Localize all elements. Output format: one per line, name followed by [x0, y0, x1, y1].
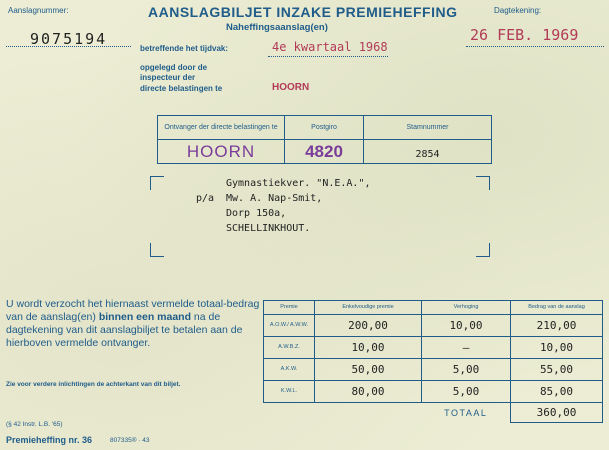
inspecteur-label-3: directe belastingen te: [140, 84, 223, 93]
aanslagnummer-label: Aanslagnummer:: [8, 6, 69, 15]
ontvanger-table: [157, 115, 492, 164]
verhoging-cell: –: [422, 337, 511, 359]
premie-cell: A.W.B.Z.: [264, 337, 315, 359]
address-corner-br-v: [489, 243, 490, 257]
document-title: AANSLAGBILJET INZAKE PREMIEHEFFING: [148, 4, 458, 20]
premie-cell: K.W.L.: [264, 381, 315, 403]
print-code: 807335® · 43: [110, 437, 150, 444]
enkel-cell: 80,00: [315, 381, 422, 403]
address-line-2: Mw. A. Nap-Smit,: [226, 193, 323, 204]
address-line-3: Dorp 150a,: [226, 208, 287, 219]
address-corner-tr-h: [476, 176, 490, 177]
instr-reference: (§ 42 Instr. L.B. '65): [6, 421, 63, 428]
table-row: [264, 381, 603, 403]
table-row: [264, 359, 603, 381]
address-corner-tl-h: [150, 176, 164, 177]
inspecteur-label-2: inspecteur der: [140, 73, 196, 82]
total-value: 360,00: [511, 403, 603, 423]
address-corner-bl-h: [150, 256, 164, 257]
bedrag-cell: 210,00: [511, 315, 603, 337]
payment-notice-text-2: na de dagtekening van dit aanslagbiljet te betalen aan de hierboven vermelde ontvanger.: [6, 311, 243, 349]
address-corner-tr-v: [489, 176, 490, 190]
stamnummer-value: 2854: [364, 140, 492, 164]
tijdvak-label: betreffende het tijdvak:: [140, 44, 229, 53]
inspecteur-value: HOORN: [272, 82, 310, 93]
dagtekening-value: 26 FEB. 1969: [470, 26, 579, 44]
address-corner-tl-v: [150, 176, 151, 190]
address-line-4: SCHELLINKHOUT.: [226, 223, 311, 234]
dagtekening-label: Dagtekening:: [494, 6, 542, 15]
verhoging-cell: 10,00: [422, 315, 511, 337]
aanslagnummer-dotted-line: [6, 46, 131, 47]
aanslagnummer-value: 9075194: [30, 30, 108, 48]
payment-notice-text-1: U wordt verzocht het hiernaast vermelde totaal-bedrag van de aanslag(en): [6, 298, 260, 323]
table-row: [264, 315, 603, 337]
enkel-cell: 10,00: [315, 337, 422, 359]
reverse-side-bleed: [330, 70, 600, 270]
inspecteur-label-1: opgelegd door de: [140, 63, 208, 72]
form-number: Premieheffing nr. 36: [6, 435, 93, 445]
total-label: TOTAAL: [444, 407, 488, 418]
payment-notice: [6, 298, 261, 350]
verhoging-cell: 5,00: [422, 381, 511, 403]
premie-table: [263, 300, 603, 423]
enkel-cell: 50,00: [315, 359, 422, 381]
postgiro-header: Postgiro: [285, 116, 364, 140]
postgiro-value: 4820: [285, 140, 364, 164]
tijdvak-value: 4e kwartaal 1968: [272, 40, 388, 54]
premie-cell: A.K.W.: [264, 359, 315, 381]
address-corner-bl-v: [150, 243, 151, 257]
bedrag-cell: 85,00: [511, 381, 603, 403]
document-subtitle: Naheffingsaanslag(en): [226, 22, 328, 33]
address-prefix: p/a: [196, 193, 215, 204]
bedrag-cell: 55,00: [511, 359, 603, 381]
table-row: [264, 337, 603, 359]
enkelvoudige-col-header: Enkelvoudige premie: [315, 301, 422, 315]
verhoging-col-header: Verhoging: [422, 301, 511, 315]
address-line-1: Gymnastiekver. "N.E.A.",: [226, 178, 371, 189]
address-corner-br-h: [476, 256, 490, 257]
verhoging-cell: 5,00: [422, 359, 511, 381]
further-info-note: Zie voor verdere inlichtingen de achterkant van dit biljet.: [6, 381, 181, 388]
ontvanger-header: Ontvanger der directe belastingen te: [158, 116, 285, 140]
stamnummer-header: Stamnummer: [364, 116, 492, 140]
payment-notice-deadline: binnen een maand: [98, 311, 192, 323]
tijdvak-dotted-line: [268, 56, 388, 57]
dagtekening-dotted-line: [466, 46, 604, 47]
bedrag-col-header: Bedrag van de aanslag: [511, 301, 603, 315]
enkel-cell: 200,00: [315, 315, 422, 337]
total-row: [264, 403, 603, 423]
ontvanger-value: HOORN: [158, 140, 285, 164]
premie-col-header: Premie: [264, 301, 315, 315]
bedrag-cell: 10,00: [511, 337, 603, 359]
premie-cell: A.O.W./ A.W.W.: [264, 315, 315, 337]
